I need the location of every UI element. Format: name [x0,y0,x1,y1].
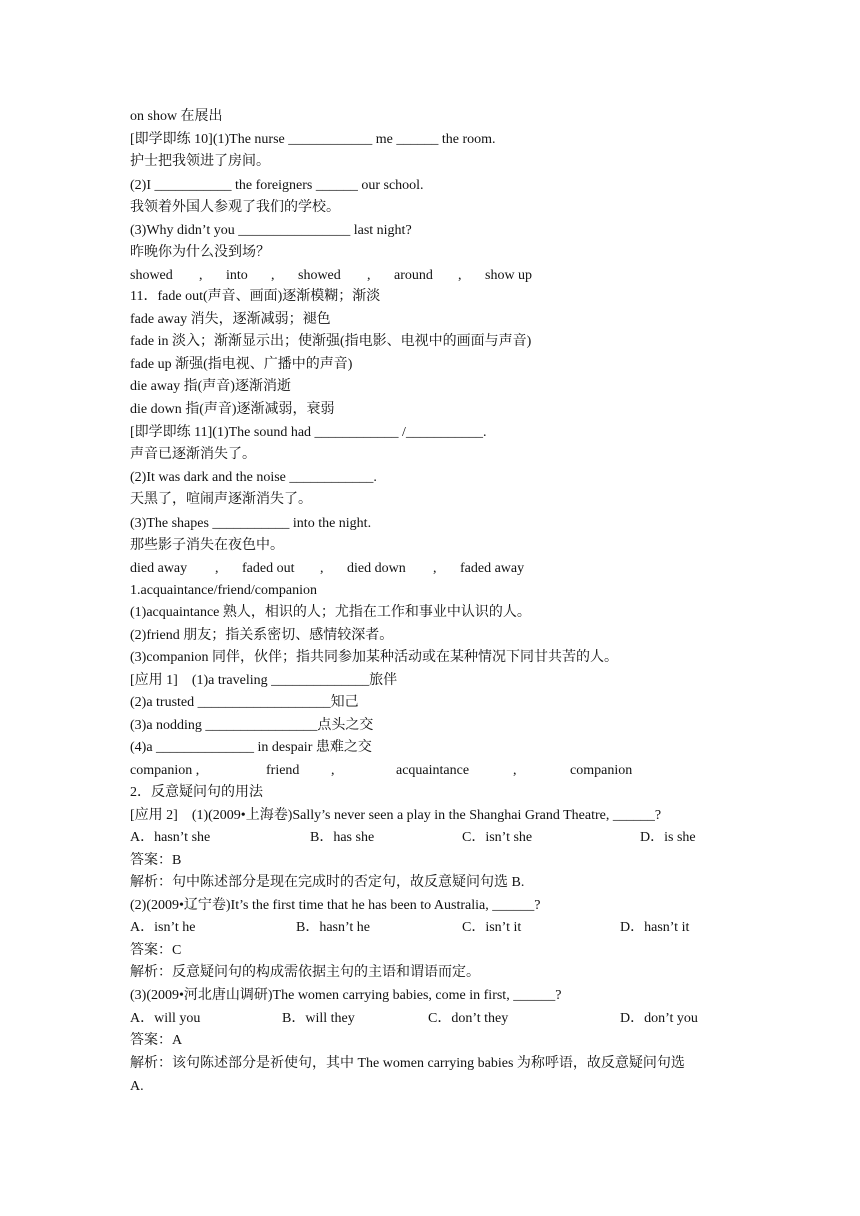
option-d: D．hasn’t it [620,920,690,935]
text-line: on show 在展出 [130,109,223,124]
answer-word: died away [130,561,188,576]
text-line: A. [130,1079,144,1094]
text-line: (1)acquaintance 熟人，相识的人；尤指在工作和事业中认识的人。 [130,605,531,620]
option-a: A．will you [130,1011,201,1026]
section-heading: 2．反意疑问句的用法 [130,785,263,800]
text-line: 1.acquaintance/friend/companion [130,583,317,598]
text-line: (2)friend 朋友；指关系密切、感情较深者。 [130,628,394,643]
answer-separator: , [320,561,324,576]
answer-separator: , [271,268,275,283]
text-line: (4)a ______________ in despair 患难之交 [130,740,372,755]
text-line: fade away 消失，逐渐减弱；褪色 [130,312,331,327]
explanation-line: 解析：反意疑问句的构成需依据主句的主语和谓语而定。 [130,965,480,980]
answer-word: showed [130,268,173,283]
answer-word: died down [347,561,406,576]
text-line: (3)The shapes ___________ into the night. [130,516,372,531]
answer-word: companion , [130,763,200,778]
answer-separator: , [199,268,203,283]
text-line: [即学即练 10](1)The nurse ____________ me ______ the room. [130,132,496,147]
option-a: A．hasn’t she [130,830,211,845]
answer-separator: , [513,763,517,778]
text-line: 我领着外国人参观了我们的学校。 [130,200,340,215]
text-line: (2)(2009•辽宁卷)It’s the first time that he has been to Australia, ______? [130,898,541,913]
answer-word: friend [266,763,300,778]
text-line: [即学即练 11](1)The sound had ____________ /___________. [130,425,487,440]
option-b: B．has she [310,830,375,845]
option-a: A．isn’t he [130,920,196,935]
text-line: (3)Why didn’t you ________________ last night? [130,223,412,238]
option-c: C．don’t they [428,1011,509,1026]
text-line: 天黑了，喧闹声逐渐消失了。 [130,492,312,507]
answer-word: faded out [242,561,295,576]
answer-word: showed [298,268,341,283]
text-line: (2)I ___________ the foreigners ______ our school. [130,178,424,193]
answer-word: acquaintance [396,763,470,778]
answer-separator: , [458,268,462,283]
option-d: D．don’t you [620,1011,698,1026]
option-c: C．isn’t it [462,920,522,935]
answer-separator: , [215,561,219,576]
text-line: 护士把我领进了房间。 [130,154,270,169]
answer-word: show up [485,268,533,283]
text-line: (3)(2009•河北唐山调研)The women carrying babies, come in first, ______? [130,988,562,1003]
text-line: [应用 1] (1)a traveling ______________旅伴 [130,673,398,688]
option-b: B．hasn’t he [296,920,371,935]
answer-word: companion [570,763,633,778]
text-line: (2)It was dark and the noise ____________. [130,470,377,485]
text-line: 声音已逐渐消失了。 [130,447,256,462]
text-line: 11．fade out(声音、画面)逐渐模糊；渐淡 [130,289,381,304]
text-line: [应用 2] (1)(2009•上海卷)Sally’s never seen a play in the Shanghai Grand Theatre, ______? [130,808,662,823]
answer-separator: , [367,268,371,283]
text-line: (2)a trusted ___________________知己 [130,695,359,710]
text-line: fade up 渐强(指电视、广播中的声音) [130,357,353,372]
answer-line: 答案：B [130,853,182,868]
answer-separator: , [433,561,437,576]
explanation-line: 解析：该句陈述部分是祈使句，其中 The women carrying babies 为称呼语，故反意疑问句选 [130,1056,685,1071]
answer-separator: , [331,763,335,778]
text-line: (3)a nodding ________________点头之交 [130,718,374,733]
text-line: fade in 淡入；渐渐显示出；使渐强(指电影、电视中的画面与声音) [130,334,532,349]
text-line: 那些影子消失在夜色中。 [130,538,284,553]
answer-word: faded away [460,561,525,576]
option-c: C．isn’t she [462,830,533,845]
text-line: (3)companion 同伴，伙伴；指共同参加某种活动或在某种情况下同甘共苦的人。 [130,650,619,665]
text-line: die away 指(声音)逐渐消逝 [130,379,291,394]
text-line: die down 指(声音)逐渐减弱，衰弱 [130,402,335,417]
option-b: B．will they [282,1011,355,1026]
answer-word: into [226,268,248,283]
answer-line: 答案：A [130,1033,183,1048]
explanation-line: 解析：句中陈述部分是现在完成时的否定句，故反意疑问句选 B. [130,875,525,890]
answer-line: 答案：C [130,943,182,958]
text-line: 昨晚你为什么没到场？ [130,245,270,260]
option-d: D．is she [640,830,696,845]
answer-word: around [394,268,433,283]
